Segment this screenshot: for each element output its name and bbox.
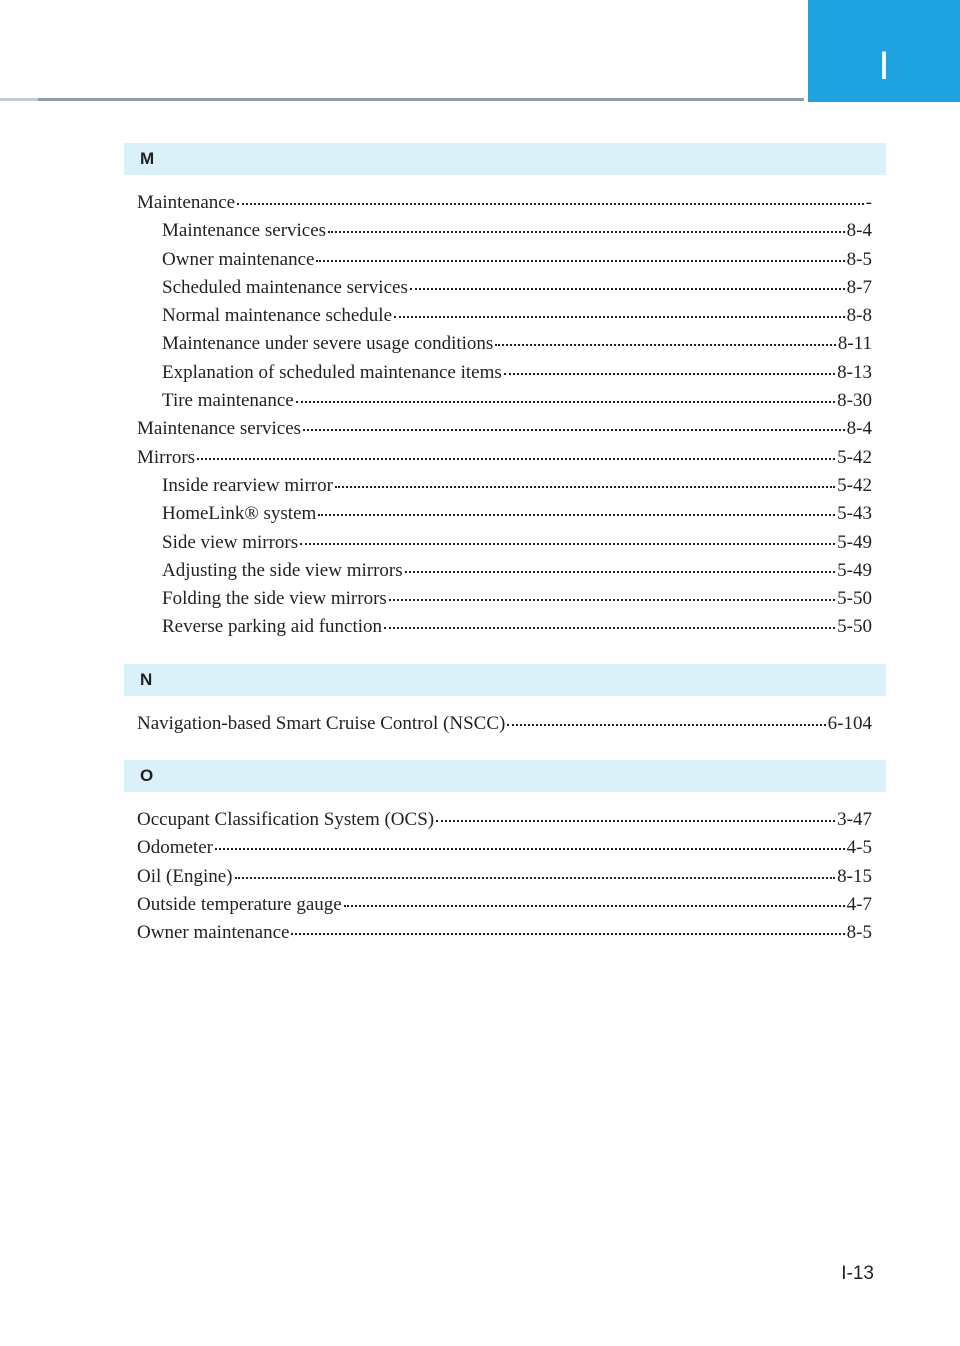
dot-leader [197, 458, 835, 460]
index-subentry[interactable] [124, 330, 886, 358]
entry-label: Side view mirrors [162, 531, 299, 553]
chapter-tab-letter: I [878, 44, 890, 88]
index-subentry[interactable] [124, 585, 886, 613]
index-entry[interactable] [124, 444, 886, 472]
entry-page: 8-11 [837, 333, 872, 355]
entry-page: 8-4 [846, 220, 872, 242]
entry-page: 8-7 [846, 276, 872, 298]
index-subentry[interactable] [124, 302, 886, 330]
entry-page: 8-4 [846, 418, 872, 440]
index-subentry[interactable] [124, 274, 886, 302]
dot-leader [344, 905, 845, 907]
index-subentry[interactable] [124, 472, 886, 500]
entry-label: Odometer [137, 837, 213, 859]
index-subentry[interactable] [124, 217, 886, 245]
dot-leader [335, 486, 835, 488]
entry-label: Normal maintenance schedule [162, 305, 393, 327]
entry-page: 4-5 [846, 837, 872, 859]
entry-page: - [865, 192, 872, 213]
index-subentry[interactable] [124, 387, 886, 415]
dot-leader [296, 401, 835, 403]
dot-leader [405, 571, 836, 573]
section-entries [124, 175, 886, 664]
entry-label: Occupant Classification System (OCS) [137, 809, 435, 831]
entry-page: 8-13 [837, 361, 872, 383]
index-entry[interactable] [124, 834, 886, 862]
dot-leader [215, 848, 845, 850]
index-subentry[interactable] [124, 500, 886, 528]
dot-leader [318, 514, 835, 516]
entry-label: HomeLink® system [162, 503, 317, 525]
dot-leader [384, 627, 835, 629]
index-subentry[interactable] [124, 613, 886, 641]
entry-page: 8-5 [846, 922, 872, 944]
entry-page: 8-15 [837, 865, 872, 887]
entry-label: Mirrors [137, 446, 196, 468]
dot-leader [300, 543, 835, 545]
entry-page: 8-8 [846, 305, 872, 327]
index-entry[interactable] [124, 415, 886, 443]
entry-label: Folding the side view mirrors [162, 588, 387, 610]
dot-leader [316, 260, 844, 262]
entry-page: 3-47 [837, 809, 872, 831]
section-header-m: M [124, 143, 886, 175]
entry-label: Maintenance under severe usage conditions [162, 333, 494, 355]
dot-leader [504, 373, 835, 375]
entry-label: Oil (Engine) [137, 865, 233, 887]
dot-leader [291, 933, 844, 935]
entry-label: Maintenance services [162, 220, 327, 242]
index-entry[interactable] [124, 919, 886, 947]
entry-label: Inside rearview mirror [162, 474, 333, 496]
index-entry[interactable] [124, 710, 886, 738]
entry-page: 5-49 [837, 559, 872, 581]
entry-page: 5-43 [837, 503, 872, 525]
entry-label: Owner maintenance [162, 248, 315, 270]
entry-page: 5-50 [837, 616, 872, 638]
entry-label: Adjusting the side view mirrors [162, 559, 403, 581]
index-entry[interactable] [124, 891, 886, 919]
index-subentry[interactable] [124, 557, 886, 585]
dot-leader [410, 288, 845, 290]
entry-label: Reverse parking aid function [162, 616, 383, 638]
entry-label: Owner maintenance [137, 922, 290, 944]
dot-leader [237, 203, 864, 205]
header-rule-accent [0, 98, 38, 101]
section-header-o: O [124, 760, 886, 792]
dot-leader [495, 344, 836, 346]
header-rule [0, 98, 804, 101]
dot-leader [328, 231, 845, 233]
entry-page: 5-50 [837, 588, 872, 610]
entry-label: Outside temperature gauge [137, 893, 342, 915]
dot-leader [507, 724, 825, 726]
chapter-tab [808, 0, 960, 102]
entry-page: 5-42 [837, 474, 872, 496]
section-header-n: N [124, 664, 886, 696]
section-entries [124, 792, 886, 969]
entry-label: Navigation-based Smart Cruise Control (NSCC) [137, 712, 506, 734]
entry-page: 4-7 [846, 893, 872, 915]
entry-label: Maintenance services [137, 418, 302, 440]
index-subentry[interactable] [124, 359, 886, 387]
index-entry[interactable] [124, 863, 886, 891]
index-subentry[interactable] [124, 246, 886, 274]
section-entries [124, 696, 886, 760]
index-entry[interactable] [124, 806, 886, 834]
dot-leader [394, 316, 845, 318]
entry-page: 5-49 [837, 531, 872, 553]
entry-label: Scheduled maintenance services [162, 276, 408, 298]
entry-page: 8-30 [837, 390, 872, 412]
index-subentry[interactable] [124, 529, 886, 557]
entry-page: 8-5 [846, 248, 872, 270]
index-entry[interactable] [124, 189, 886, 217]
dot-leader [389, 599, 835, 601]
dot-leader [235, 877, 836, 879]
entry-page: 5-42 [837, 446, 872, 468]
index-content [124, 143, 886, 970]
entry-page: 6-104 [827, 712, 872, 734]
entry-label: Explanation of scheduled maintenance items [162, 361, 502, 383]
dot-leader [303, 429, 845, 431]
dot-leader [436, 820, 835, 822]
page-number: I-13 [841, 1263, 874, 1284]
entry-label: Maintenance [137, 192, 236, 213]
entry-label: Tire maintenance [162, 390, 294, 412]
